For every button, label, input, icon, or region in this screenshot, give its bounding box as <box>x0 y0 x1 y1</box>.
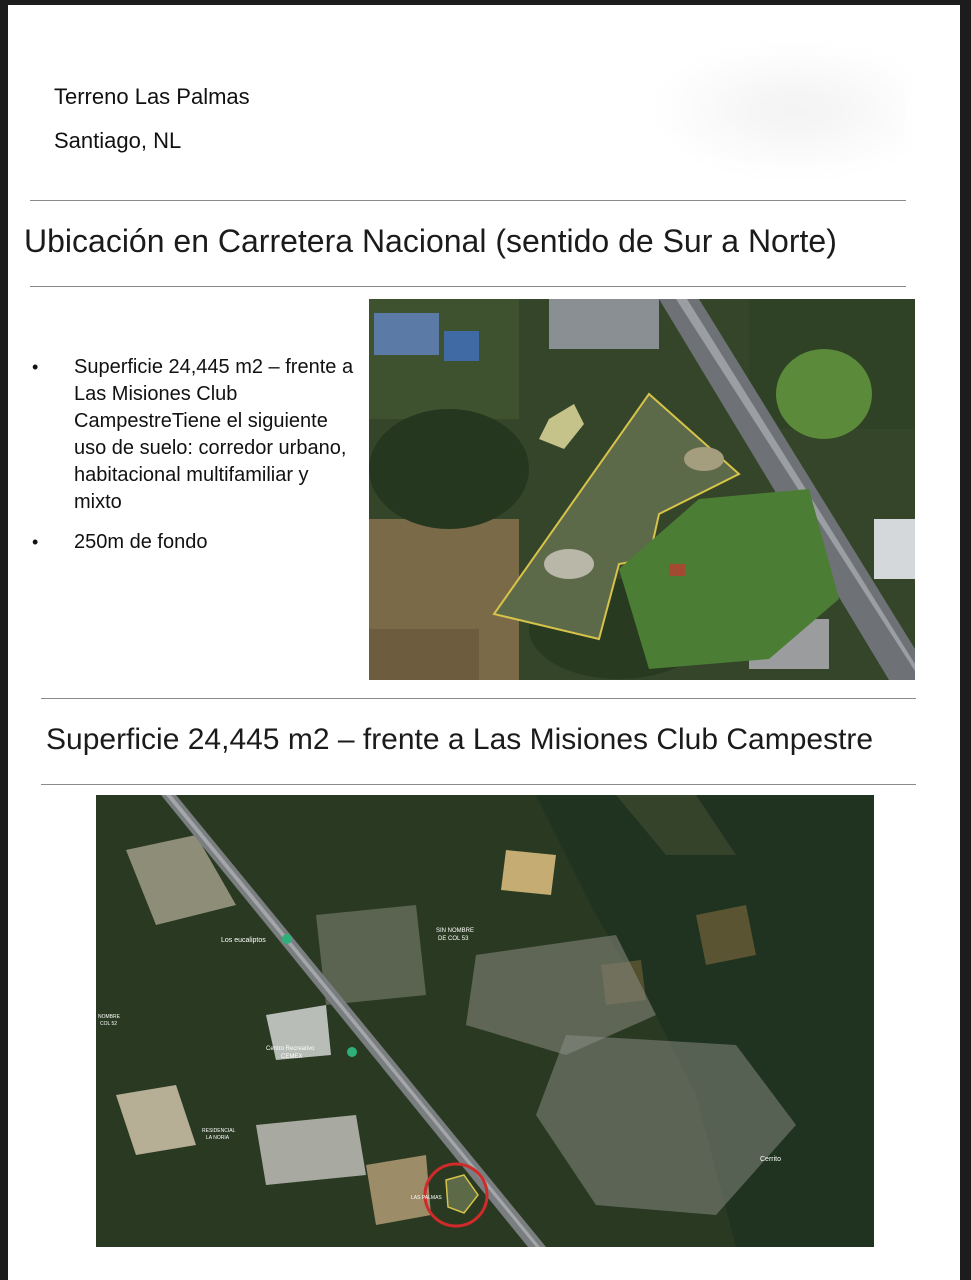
aerial-photo-parcel <box>369 299 915 680</box>
aerial-map-area <box>96 795 874 1247</box>
divider <box>41 784 916 785</box>
section-heading-location: Ubicación en Carretera Nacional (sentido de Sur a Norte) <box>24 223 837 259</box>
map-label: COL 52 <box>100 1021 118 1027</box>
map-label: CEMEX <box>281 1054 303 1060</box>
map-label: LAS PALMAS <box>411 1195 442 1201</box>
map-label: RESIDENCIAL <box>202 1128 236 1134</box>
map-label: LA NORIA <box>206 1135 230 1141</box>
divider <box>41 698 916 699</box>
list-item: • Superficie 24,445 m2 – frente a Las Misiones Club CampestreTiene el siguiente uso de suelo: corredor urbano, habitacional multifamiliar y mixto <box>28 354 358 516</box>
map-label: Cerrito <box>760 1156 782 1163</box>
map-label: DE COL 53 <box>438 936 469 942</box>
divider <box>30 286 906 287</box>
map-label: SIN NOMBRE <box>436 928 475 934</box>
map-label: Centro Recreativo <box>266 1046 315 1052</box>
document-page <box>8 5 960 1280</box>
property-location: Santiago, NL <box>54 128 182 153</box>
divider <box>30 200 906 201</box>
property-title: Terreno Las Palmas <box>54 84 250 109</box>
section-heading-surface: Superficie 24,445 m2 – frente a Las Misiones Club Campestre <box>46 723 874 756</box>
blurred-logo <box>658 45 908 175</box>
feature-list <box>28 354 358 569</box>
map-label: NOMBRE <box>98 1014 120 1020</box>
list-item: • 250m de fondo <box>28 529 358 556</box>
map-label: Los eucaliptos <box>221 937 266 944</box>
